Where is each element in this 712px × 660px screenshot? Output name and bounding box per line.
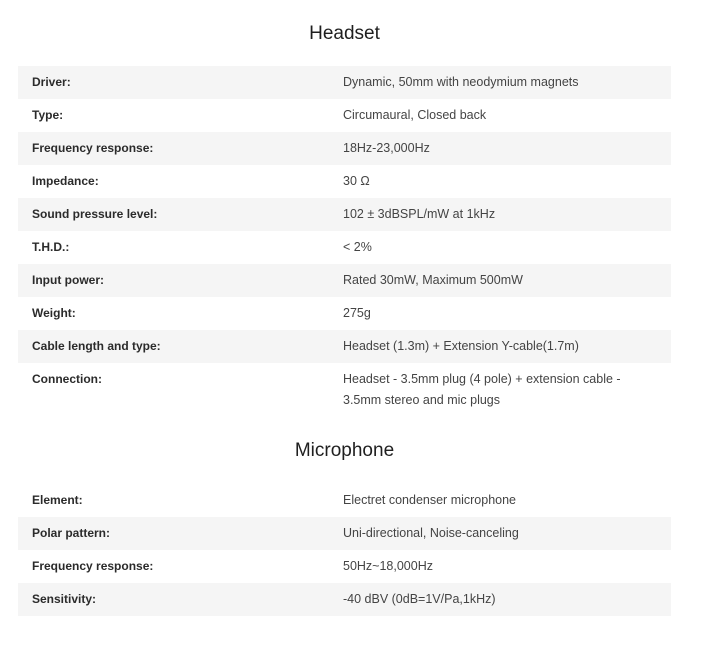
spec-label: Impedance:: [32, 174, 99, 188]
spec-label: Weight:: [32, 306, 76, 320]
table-row: [18, 231, 671, 264]
spec-value: Electret condenser microphone: [343, 493, 517, 507]
spec-value: Headset (1.3m) + Extension Y-cable(1.7m): [343, 339, 579, 353]
table-row: [18, 198, 671, 231]
spec-value: 30 Ω: [343, 174, 370, 188]
spec-value: Dynamic, 50mm with neodymium magnets: [343, 75, 579, 89]
spec-value: -40 dBV (0dB=1V/Pa,1kHz): [343, 592, 496, 606]
headset-spec-table: [18, 66, 671, 417]
spec-label: T.H.D.:: [32, 240, 70, 254]
microphone-spec-table: [18, 484, 671, 616]
microphone-section-title: Microphone: [294, 440, 395, 461]
table-row: [18, 330, 671, 363]
table-row: [18, 550, 671, 583]
spec-label: Sensitivity:: [32, 592, 97, 606]
spec-value: Headset - 3.5mm plug (4 pole) + extension cable - 3.5mm stereo and mic plugs: [343, 372, 621, 407]
spec-value: Circumaural, Closed back: [343, 108, 487, 122]
spec-value: 50Hz~18,000Hz: [343, 559, 433, 573]
spec-label: Frequency response:: [32, 141, 154, 155]
spec-value: 275g: [343, 306, 371, 320]
spec-label: Input power:: [32, 273, 104, 287]
table-row: [18, 132, 671, 165]
spec-value: 102 ± 3dBSPL/mW at 1kHz: [343, 207, 496, 221]
spec-value: Uni-directional, Noise-canceling: [343, 526, 519, 540]
spec-label: Cable length and type:: [32, 339, 161, 353]
table-row: [18, 99, 671, 132]
table-row: [18, 484, 671, 517]
table-row: [18, 165, 671, 198]
headset-section-title: Headset: [309, 23, 380, 44]
table-row: [18, 517, 671, 550]
table-row: [18, 264, 671, 297]
spec-label: Sound pressure level:: [32, 207, 158, 221]
spec-label: Connection:: [32, 372, 102, 386]
spec-value: 18Hz-23,000Hz: [343, 141, 430, 155]
table-row: [18, 583, 671, 616]
spec-value: < 2%: [343, 240, 372, 254]
table-row: [18, 363, 671, 417]
spec-label: Driver:: [32, 75, 71, 89]
spec-label: Type:: [32, 108, 64, 122]
spec-label: Frequency response:: [32, 559, 154, 573]
spec-value: Rated 30mW, Maximum 500mW: [343, 273, 523, 287]
spec-label: Polar pattern:: [32, 526, 111, 540]
spec-label: Element:: [32, 493, 83, 507]
table-row: [18, 66, 671, 99]
table-row: [18, 297, 671, 330]
